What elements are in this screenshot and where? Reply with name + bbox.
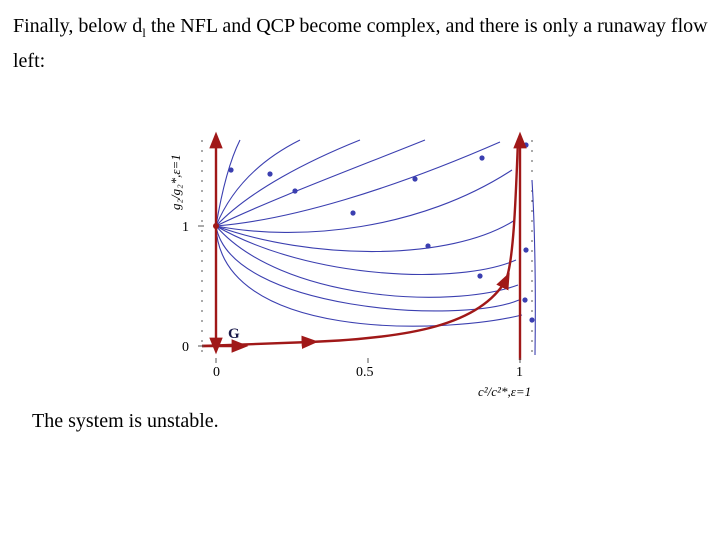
separatrix-lines — [202, 140, 520, 360]
flow-line — [216, 170, 512, 232]
x-tick-label: 1 — [516, 365, 523, 380]
intro-text — [13, 12, 713, 75]
flow-line — [216, 142, 500, 226]
flow-line — [216, 140, 425, 226]
y-tick-label: 0 — [182, 340, 189, 355]
flow-line — [216, 140, 240, 226]
fixed-point-g — [213, 343, 219, 349]
y-axis-label: g₂/g₂*,ε=1 — [168, 154, 183, 210]
flow-line — [532, 180, 535, 355]
fixed-point-upper — [213, 223, 219, 229]
rg-flow-diagram — [160, 130, 560, 405]
runaway-flow — [202, 140, 518, 346]
x-tick-label: 0.5 — [356, 365, 374, 380]
flow-line — [216, 226, 522, 326]
plot-frame — [202, 140, 532, 358]
tick-marks — [198, 226, 520, 363]
flow-line — [216, 226, 516, 274]
flow-line — [216, 226, 518, 297]
flow-line — [216, 140, 360, 226]
fixed-point-label: G — [228, 326, 240, 342]
intro-text-start: Finally, below d — [13, 15, 143, 37]
flow-lines — [216, 140, 535, 355]
conclusion-text: The system is unstable. — [32, 410, 219, 432]
x-axis-label: c²/c²*,ε=1 — [478, 384, 532, 399]
flow-line — [216, 140, 300, 226]
x-tick-label: 0 — [213, 365, 220, 380]
intro-subscript: l — [142, 25, 146, 40]
y-tick-label: 1 — [182, 220, 189, 235]
intro-text-end: the NFL and QCP become complex, and there is only a runaway flow left: — [13, 15, 708, 72]
